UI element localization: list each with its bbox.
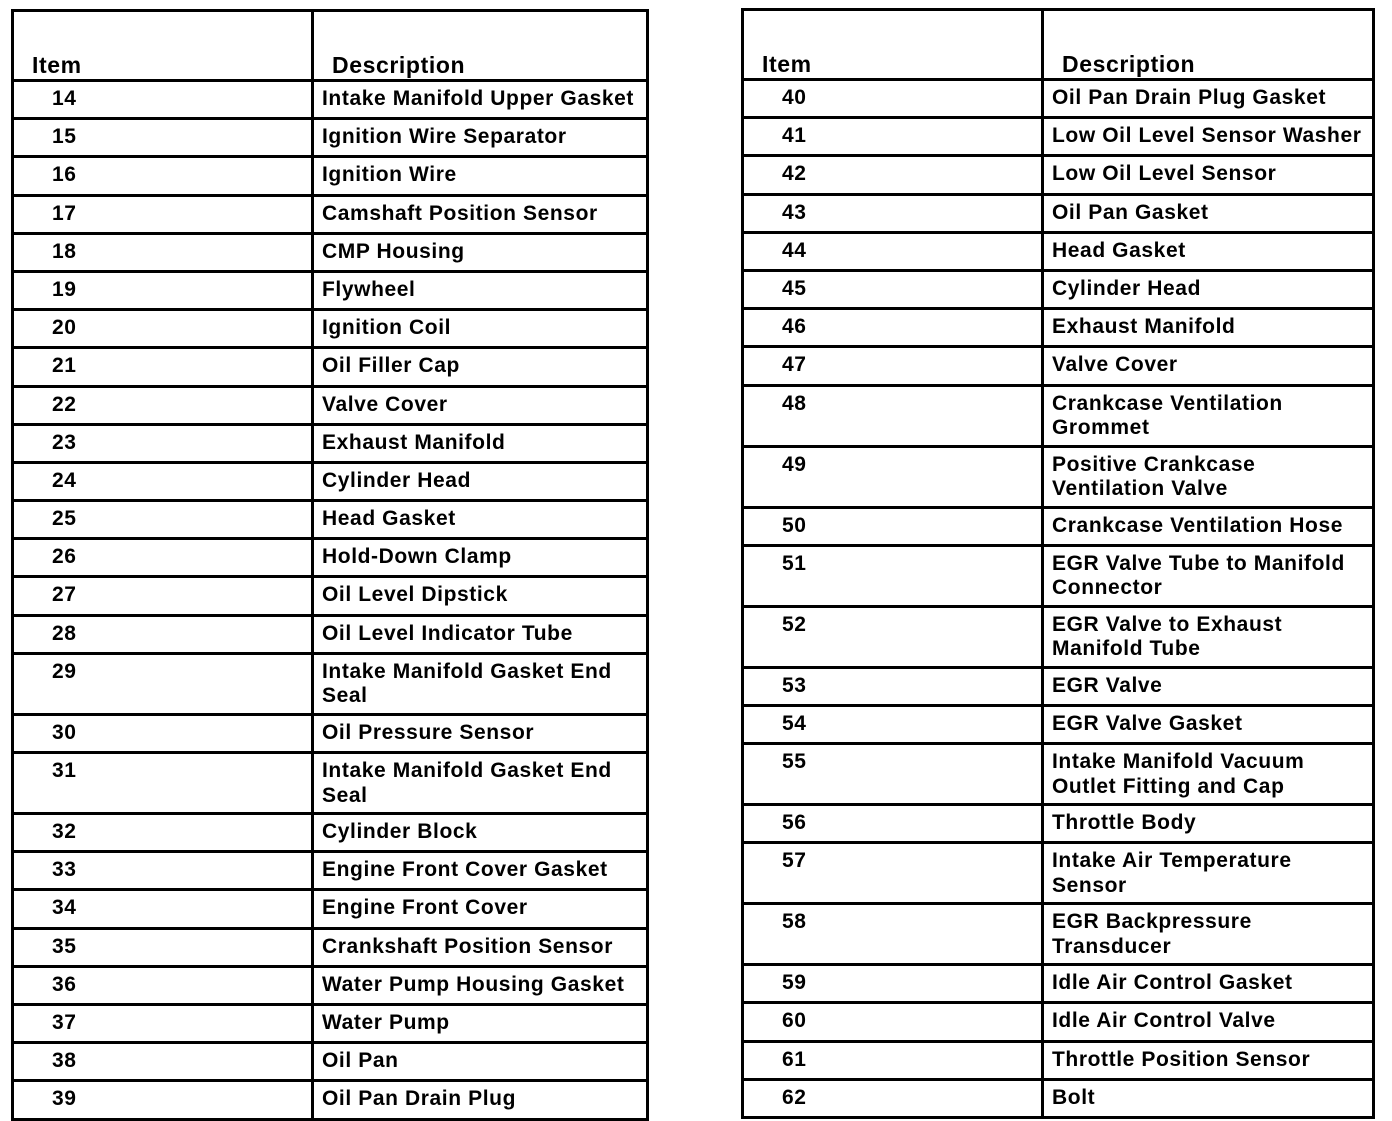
description-cell: Ignition Wire bbox=[313, 157, 648, 195]
description-cell: Intake Manifold Upper Gasket bbox=[313, 81, 648, 119]
description-column-header: Description bbox=[1043, 10, 1374, 80]
item-number-cell: 54 bbox=[743, 705, 1043, 743]
item-number-cell: 41 bbox=[743, 118, 1043, 156]
description-cell: Bolt bbox=[1043, 1079, 1374, 1117]
item-number-cell: 57 bbox=[743, 843, 1043, 904]
table-row bbox=[13, 966, 648, 1004]
table-row bbox=[13, 424, 648, 462]
description-cell: Exhaust Manifold bbox=[313, 424, 648, 462]
table-row bbox=[743, 156, 1374, 194]
table-row bbox=[13, 195, 648, 233]
description-cell: Hold-Down Clamp bbox=[313, 539, 648, 577]
description-cell: Engine Front Cover Gasket bbox=[313, 852, 648, 890]
item-number-cell: 23 bbox=[13, 424, 313, 462]
table-row bbox=[13, 928, 648, 966]
item-number-cell: 17 bbox=[13, 195, 313, 233]
description-cell: EGR Valve bbox=[1043, 667, 1374, 705]
table-row bbox=[13, 653, 648, 714]
description-cell: Oil Pan bbox=[313, 1043, 648, 1081]
item-number-cell: 18 bbox=[13, 233, 313, 271]
table-row bbox=[13, 615, 648, 653]
item-number-cell: 35 bbox=[13, 928, 313, 966]
table-row bbox=[13, 890, 648, 928]
description-cell: Cylinder Block bbox=[313, 814, 648, 852]
description-cell: Oil Pan Drain Plug bbox=[313, 1081, 648, 1119]
table-row bbox=[743, 805, 1374, 843]
table-row bbox=[13, 310, 648, 348]
table-row bbox=[743, 309, 1374, 347]
description-cell: Oil Level Dipstick bbox=[313, 577, 648, 615]
item-number-cell: 47 bbox=[743, 347, 1043, 385]
item-number-cell: 50 bbox=[743, 507, 1043, 545]
table-row bbox=[13, 501, 648, 539]
description-cell: Intake Manifold Gasket End Seal bbox=[313, 753, 648, 814]
table-row bbox=[743, 667, 1374, 705]
item-number-cell: 52 bbox=[743, 606, 1043, 667]
description-cell: Head Gasket bbox=[1043, 232, 1374, 270]
table-row bbox=[13, 1043, 648, 1081]
item-number-cell: 30 bbox=[13, 714, 313, 752]
description-cell: Ignition Wire Separator bbox=[313, 119, 648, 157]
table-row bbox=[743, 232, 1374, 270]
header-row bbox=[743, 10, 1374, 80]
table-row bbox=[743, 507, 1374, 545]
item-number-cell: 15 bbox=[13, 119, 313, 157]
table-row bbox=[743, 843, 1374, 904]
table-row bbox=[13, 348, 648, 386]
table-row bbox=[743, 606, 1374, 667]
table-row bbox=[743, 705, 1374, 743]
description-cell: Valve Cover bbox=[313, 386, 648, 424]
table-row bbox=[13, 119, 648, 157]
parts-table-left bbox=[11, 9, 649, 1121]
description-cell: Head Gasket bbox=[313, 501, 648, 539]
table-row bbox=[13, 462, 648, 500]
table-row bbox=[743, 965, 1374, 1003]
table-row bbox=[13, 233, 648, 271]
item-number-cell: 49 bbox=[743, 446, 1043, 507]
item-number-cell: 21 bbox=[13, 348, 313, 386]
item-number-cell: 48 bbox=[743, 385, 1043, 446]
description-cell: Low Oil Level Sensor Washer bbox=[1043, 118, 1374, 156]
description-cell: Water Pump Housing Gasket bbox=[313, 966, 648, 1004]
table-row bbox=[13, 577, 648, 615]
table-row bbox=[743, 347, 1374, 385]
table-row bbox=[743, 446, 1374, 507]
item-number-cell: 20 bbox=[13, 310, 313, 348]
description-cell: Idle Air Control Valve bbox=[1043, 1003, 1374, 1041]
table-row bbox=[13, 157, 648, 195]
table-row bbox=[13, 271, 648, 309]
item-number-cell: 33 bbox=[13, 852, 313, 890]
item-number-cell: 43 bbox=[743, 194, 1043, 232]
item-number-cell: 53 bbox=[743, 667, 1043, 705]
description-cell: EGR Valve Tube to Manifold Connector bbox=[1043, 545, 1374, 606]
description-cell: Cylinder Head bbox=[1043, 270, 1374, 308]
description-cell: Oil Pan Gasket bbox=[1043, 194, 1374, 232]
description-cell: Throttle Body bbox=[1043, 805, 1374, 843]
description-cell: Ignition Coil bbox=[313, 310, 648, 348]
description-cell: Intake Manifold Vacuum Outlet Fitting and Cap bbox=[1043, 744, 1374, 805]
item-number-cell: 46 bbox=[743, 309, 1043, 347]
table-row bbox=[13, 386, 648, 424]
item-number-cell: 29 bbox=[13, 653, 313, 714]
description-cell: EGR Backpressure Transducer bbox=[1043, 904, 1374, 965]
item-number-cell: 61 bbox=[743, 1041, 1043, 1079]
table-row bbox=[13, 81, 648, 119]
description-cell: Camshaft Position Sensor bbox=[313, 195, 648, 233]
item-column-header: Item bbox=[743, 10, 1043, 80]
description-cell: Exhaust Manifold bbox=[1043, 309, 1374, 347]
table-row bbox=[743, 118, 1374, 156]
table-row bbox=[13, 714, 648, 752]
table-row bbox=[13, 753, 648, 814]
table-row bbox=[743, 1079, 1374, 1117]
table-row bbox=[13, 539, 648, 577]
item-number-cell: 22 bbox=[13, 386, 313, 424]
table-body bbox=[743, 80, 1374, 1118]
item-column-header: Item bbox=[13, 11, 313, 81]
description-cell: Oil Filler Cap bbox=[313, 348, 648, 386]
item-number-cell: 55 bbox=[743, 744, 1043, 805]
item-number-cell: 38 bbox=[13, 1043, 313, 1081]
description-cell: Positive Crankcase Ventilation Valve bbox=[1043, 446, 1374, 507]
description-cell: CMP Housing bbox=[313, 233, 648, 271]
description-cell: EGR Valve to Exhaust Manifold Tube bbox=[1043, 606, 1374, 667]
parts-table-right bbox=[741, 8, 1375, 1119]
description-cell: Flywheel bbox=[313, 271, 648, 309]
description-cell: Oil Pan Drain Plug Gasket bbox=[1043, 80, 1374, 118]
table-row bbox=[13, 1004, 648, 1042]
description-cell: Low Oil Level Sensor bbox=[1043, 156, 1374, 194]
description-cell: Idle Air Control Gasket bbox=[1043, 965, 1374, 1003]
item-number-cell: 34 bbox=[13, 890, 313, 928]
description-cell: Intake Manifold Gasket End Seal bbox=[313, 653, 648, 714]
description-cell: Crankcase Ventilation Grommet bbox=[1043, 385, 1374, 446]
description-cell: Oil Level Indicator Tube bbox=[313, 615, 648, 653]
item-number-cell: 62 bbox=[743, 1079, 1043, 1117]
description-column-header: Description bbox=[313, 11, 648, 81]
table-row bbox=[743, 904, 1374, 965]
item-number-cell: 24 bbox=[13, 462, 313, 500]
item-number-cell: 26 bbox=[13, 539, 313, 577]
item-number-cell: 16 bbox=[13, 157, 313, 195]
description-cell: Oil Pressure Sensor bbox=[313, 714, 648, 752]
table-row bbox=[743, 744, 1374, 805]
item-number-cell: 45 bbox=[743, 270, 1043, 308]
item-number-cell: 36 bbox=[13, 966, 313, 1004]
table-row bbox=[13, 1081, 648, 1119]
header-row bbox=[13, 11, 648, 81]
item-number-cell: 27 bbox=[13, 577, 313, 615]
table-row bbox=[743, 1041, 1374, 1079]
item-number-cell: 51 bbox=[743, 545, 1043, 606]
table-row bbox=[13, 814, 648, 852]
description-cell: EGR Valve Gasket bbox=[1043, 705, 1374, 743]
item-number-cell: 37 bbox=[13, 1004, 313, 1042]
item-number-cell: 42 bbox=[743, 156, 1043, 194]
item-number-cell: 58 bbox=[743, 904, 1043, 965]
item-number-cell: 59 bbox=[743, 965, 1043, 1003]
description-cell: Water Pump bbox=[313, 1004, 648, 1042]
table-body bbox=[13, 81, 648, 1120]
item-number-cell: 39 bbox=[13, 1081, 313, 1119]
description-cell: Cylinder Head bbox=[313, 462, 648, 500]
item-number-cell: 56 bbox=[743, 805, 1043, 843]
item-number-cell: 60 bbox=[743, 1003, 1043, 1041]
table-row bbox=[743, 80, 1374, 118]
description-cell: Intake Air Temperature Sensor bbox=[1043, 843, 1374, 904]
item-number-cell: 14 bbox=[13, 81, 313, 119]
description-cell: Valve Cover bbox=[1043, 347, 1374, 385]
item-number-cell: 32 bbox=[13, 814, 313, 852]
description-cell: Crankcase Ventilation Hose bbox=[1043, 507, 1374, 545]
item-number-cell: 19 bbox=[13, 271, 313, 309]
item-number-cell: 31 bbox=[13, 753, 313, 814]
description-cell: Crankshaft Position Sensor bbox=[313, 928, 648, 966]
table-row bbox=[743, 545, 1374, 606]
table-row bbox=[13, 852, 648, 890]
item-number-cell: 40 bbox=[743, 80, 1043, 118]
table-row bbox=[743, 1003, 1374, 1041]
table-row bbox=[743, 270, 1374, 308]
description-cell: Throttle Position Sensor bbox=[1043, 1041, 1374, 1079]
item-number-cell: 28 bbox=[13, 615, 313, 653]
table-row bbox=[743, 385, 1374, 446]
item-number-cell: 25 bbox=[13, 501, 313, 539]
description-cell: Engine Front Cover bbox=[313, 890, 648, 928]
table-row bbox=[743, 194, 1374, 232]
item-number-cell: 44 bbox=[743, 232, 1043, 270]
